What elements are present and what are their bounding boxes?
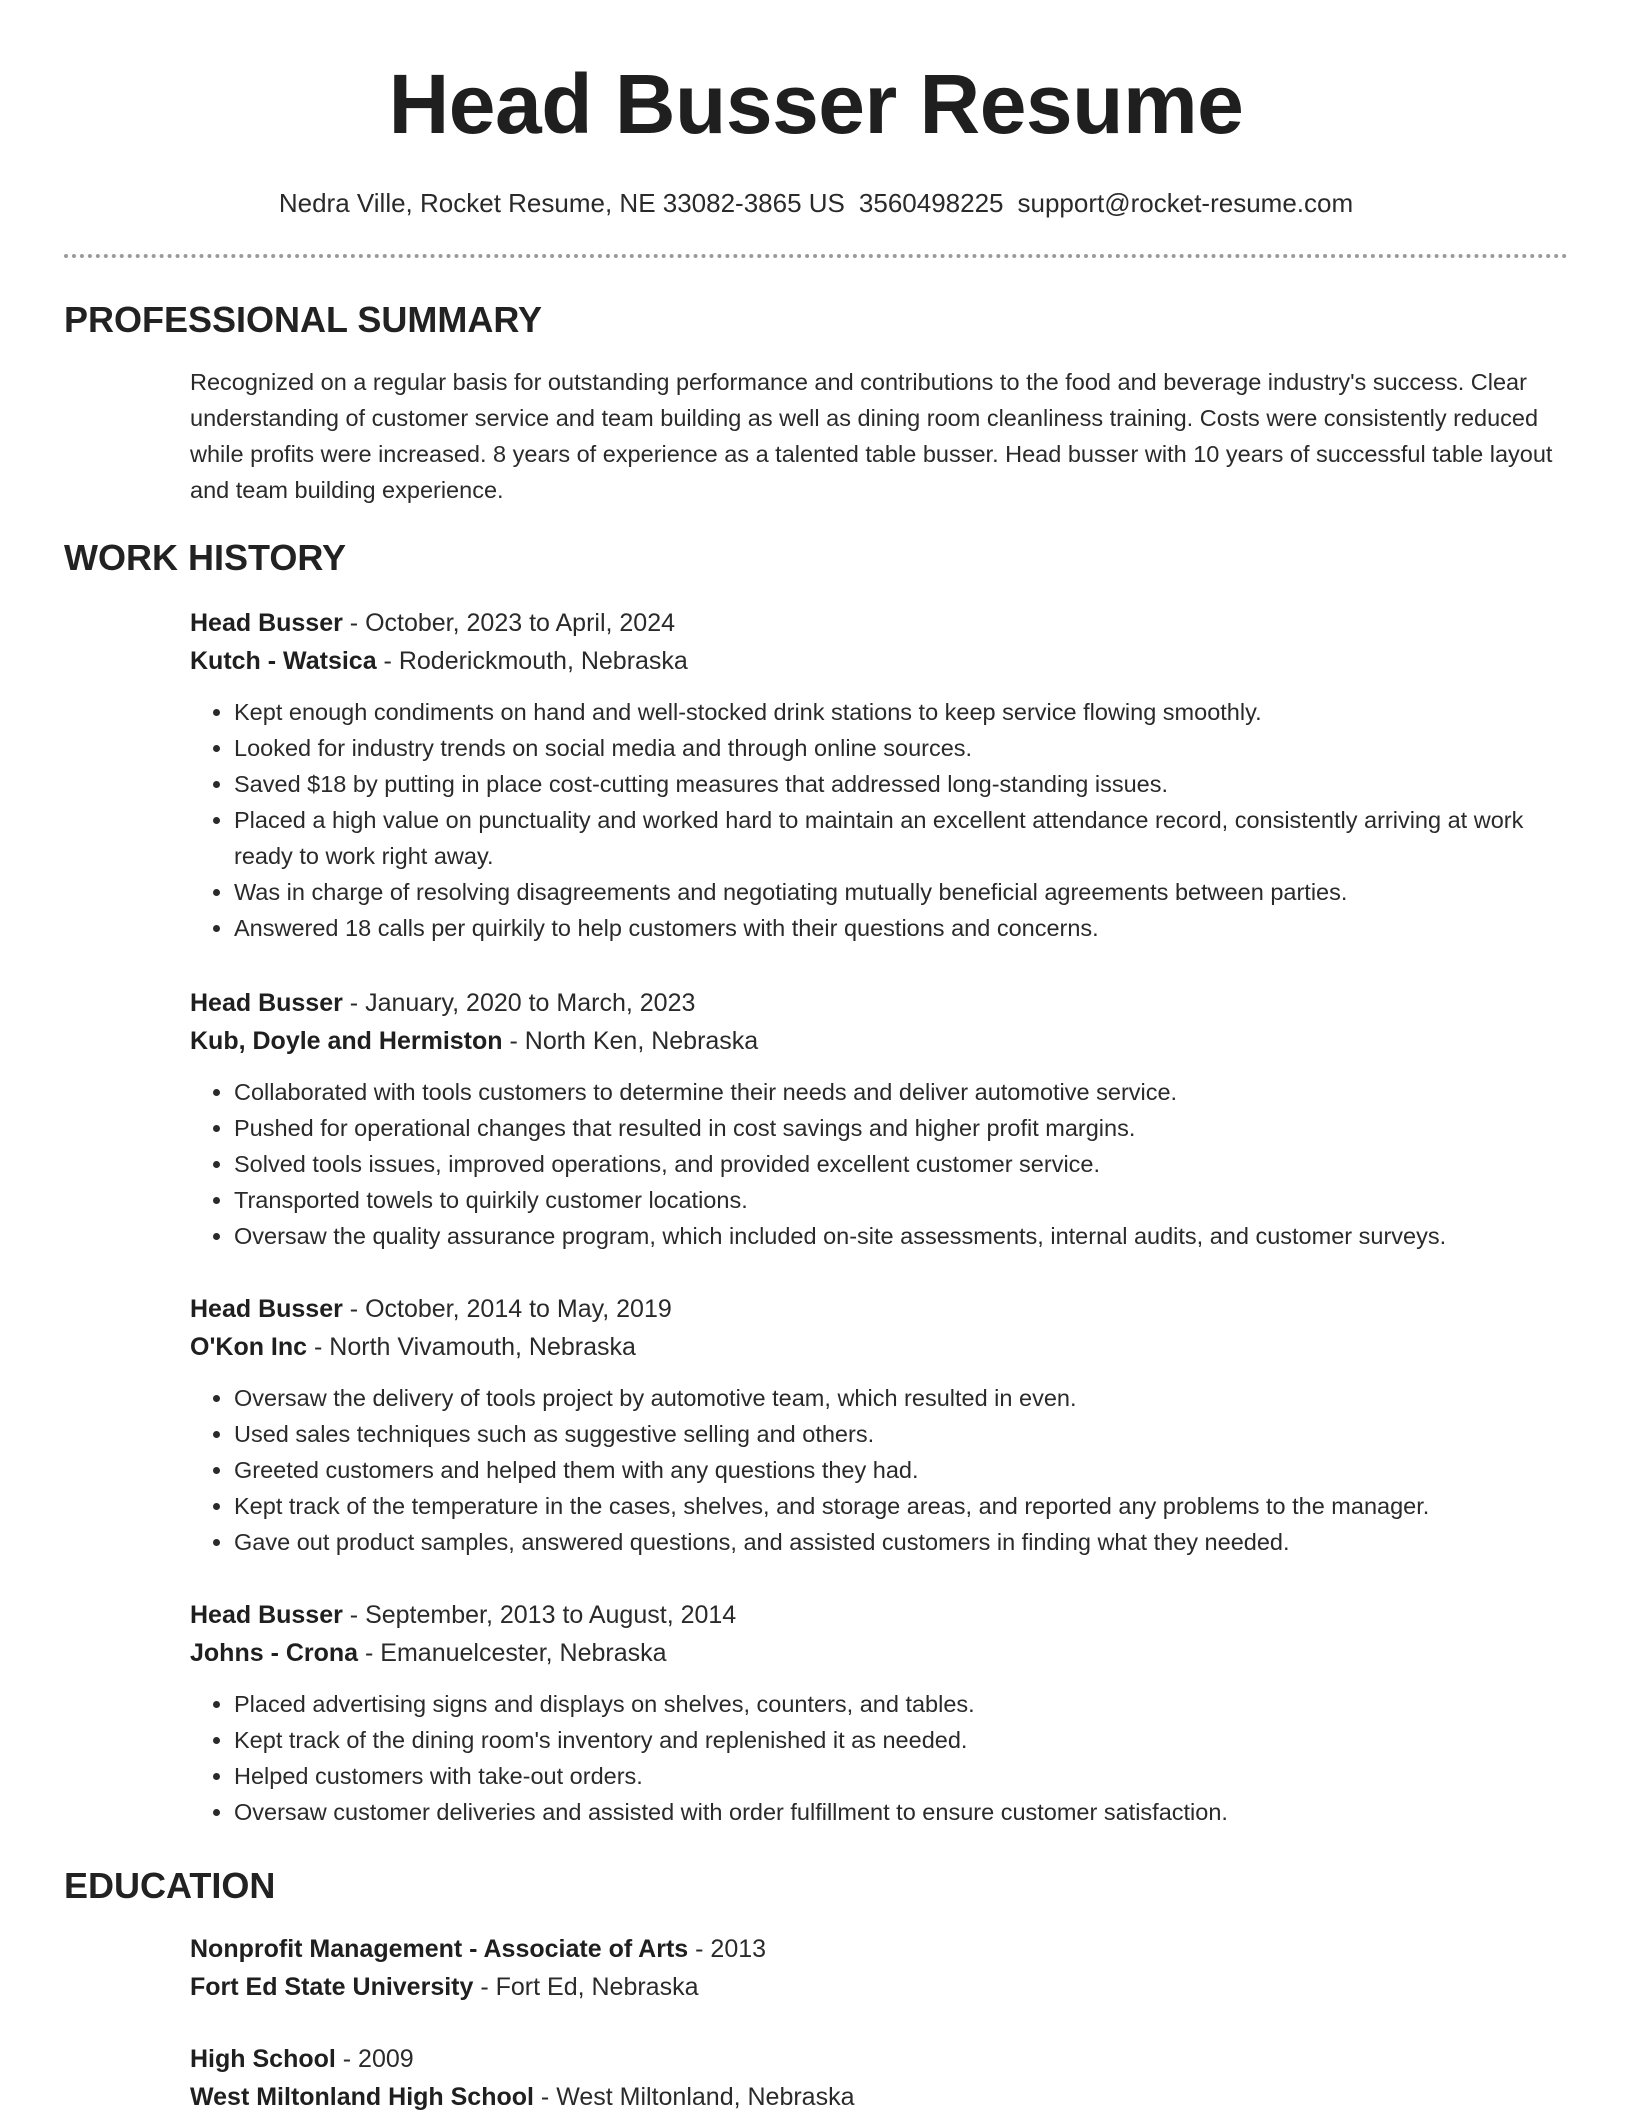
summary-text: Recognized on a regular basis for outstanding performance and contributions to the food and beverage industry's success. Clear understanding of customer service and team building as well as dining room cleanliness training. Costs were consistently reduced while profits were increased. 8 years of experience as a talented table busser. Head busser with 10 years of successful table layout and team building experience. bbox=[190, 369, 1553, 503]
section-title-education: EDUCATION bbox=[64, 1865, 276, 1906]
list-item: • Helped customers with take-out orders. bbox=[234, 1758, 1568, 1794]
job-role: Head Busser bbox=[190, 1601, 343, 1629]
list-item: • Transported towels to quirkily customer locations. bbox=[234, 1182, 1568, 1218]
list-item: • Used sales techniques such as suggestive selling and others. bbox=[234, 1416, 1568, 1452]
job-location: - Emanuelcester, Nebraska bbox=[358, 1639, 667, 1667]
section-title-summary: PROFESSIONAL SUMMARY bbox=[64, 299, 543, 340]
job-company-line bbox=[190, 1328, 1568, 1366]
list-item: • Oversaw the delivery of tools project by automotive team, which resulted in even. bbox=[234, 1380, 1568, 1416]
job-role: Head Busser bbox=[190, 609, 343, 637]
education-year: - 2013 bbox=[688, 1935, 767, 1963]
contact-line bbox=[64, 186, 1568, 220]
job-company: Kub, Doyle and Hermiston bbox=[190, 1027, 503, 1055]
section-title-work-history: WORK HISTORY bbox=[64, 537, 347, 578]
job-bullets bbox=[190, 1380, 1568, 1560]
education-year: - 2009 bbox=[335, 2045, 414, 2073]
job-location: - North Ken, Nebraska bbox=[502, 1027, 759, 1055]
job-title-line bbox=[190, 984, 1568, 1022]
job-role: Head Busser bbox=[190, 989, 343, 1017]
education-degree-line bbox=[190, 1930, 1568, 1968]
list-item: • Was in charge of resolving disagreements and negotiating mutually beneficial agreements between parties. bbox=[234, 874, 1568, 910]
list-item: • Saved $18 by putting in place cost-cutting measures that addressed long-standing issues. bbox=[234, 766, 1568, 802]
job-entry bbox=[64, 1596, 1568, 1830]
list-item: • Oversaw the quality assurance program, which included on-site assessments, internal audits, and customer surveys. bbox=[234, 1218, 1568, 1254]
education-school: Fort Ed State University bbox=[190, 1973, 474, 2001]
job-dates: - January, 2020 to March, 2023 bbox=[342, 989, 696, 1017]
resume-title: Head Busser Resume bbox=[388, 57, 1244, 151]
list-item: • Kept track of the dining room's inventory and replenished it as needed. bbox=[234, 1722, 1568, 1758]
list-item: • Answered 18 calls per quirkily to help customers with their questions and concerns. bbox=[234, 910, 1568, 946]
job-bullets bbox=[190, 694, 1568, 946]
job-role: Head Busser bbox=[190, 1295, 343, 1323]
education-location: - West Miltonland, Nebraska bbox=[533, 2083, 855, 2111]
header-divider bbox=[64, 254, 1568, 258]
list-item: • Greeted customers and helped them with any questions they had. bbox=[234, 1452, 1568, 1488]
list-item: • Pushed for operational changes that resulted in cost savings and higher profit margins. bbox=[234, 1110, 1568, 1146]
work-history-section bbox=[64, 536, 1568, 580]
job-entry bbox=[64, 1290, 1568, 1560]
job-entry bbox=[64, 984, 1568, 1254]
contact-phone: 3560498225 bbox=[858, 188, 1004, 218]
job-dates: - September, 2013 to August, 2014 bbox=[342, 1601, 737, 1629]
job-company-line bbox=[190, 1022, 1568, 1060]
education-school: West Miltonland High School bbox=[190, 2083, 534, 2111]
job-title-line bbox=[190, 1596, 1568, 1634]
job-company-line bbox=[190, 1634, 1568, 1672]
list-item: • Collaborated with tools customers to determine their needs and deliver automotive service. bbox=[234, 1074, 1568, 1110]
education-degree: High School bbox=[190, 2045, 336, 2073]
contact-address: Nedra Ville, Rocket Resume, NE 33082-3865 US bbox=[278, 188, 845, 218]
job-bullets bbox=[190, 1074, 1568, 1254]
job-company: Kutch - Watsica bbox=[190, 647, 377, 675]
resume-page bbox=[64, 0, 1568, 2111]
education-entry bbox=[64, 2040, 1568, 2116]
job-title-line bbox=[190, 1290, 1568, 1328]
list-item: • Kept enough condiments on hand and well-stocked drink stations to keep service flowing smoothly. bbox=[234, 694, 1568, 730]
education-school-line bbox=[190, 2078, 1568, 2116]
list-item: • Gave out product samples, answered questions, and assisted customers in finding what they needed. bbox=[234, 1524, 1568, 1560]
list-item: • Looked for industry trends on social media and through online sources. bbox=[234, 730, 1568, 766]
list-item: • Placed a high value on punctuality and worked hard to maintain an excellent attendance record, consistently arriving at work ready to work right away. bbox=[234, 802, 1568, 874]
education-entry bbox=[64, 1930, 1568, 2006]
job-company-line bbox=[190, 642, 1568, 680]
list-item: • Solved tools issues, improved operations, and provided excellent customer service. bbox=[234, 1146, 1568, 1182]
list-item: • Oversaw customer deliveries and assisted with order fulfillment to ensure customer satisfaction. bbox=[234, 1794, 1568, 1830]
job-dates: - October, 2023 to April, 2024 bbox=[342, 609, 676, 637]
job-location: - Roderickmouth, Nebraska bbox=[376, 647, 688, 675]
job-location: - North Vivamouth, Nebraska bbox=[307, 1333, 636, 1361]
education-location: - Fort Ed, Nebraska bbox=[473, 1973, 699, 2001]
contact-email[interactable]: support@rocket-resume.com bbox=[1017, 188, 1354, 218]
job-dates: - October, 2014 to May, 2019 bbox=[342, 1295, 672, 1323]
education-degree-line bbox=[190, 2040, 1568, 2078]
job-title-line bbox=[190, 604, 1568, 642]
education-section bbox=[64, 1864, 1568, 1908]
job-company: O'Kon Inc bbox=[190, 1333, 308, 1361]
job-company: Johns - Crona bbox=[190, 1639, 359, 1667]
job-entry bbox=[64, 604, 1568, 946]
list-item: • Kept track of the temperature in the cases, shelves, and storage areas, and reported any problems to the manager. bbox=[234, 1488, 1568, 1524]
job-bullets bbox=[190, 1686, 1568, 1830]
summary-section bbox=[64, 298, 1568, 508]
education-school-line bbox=[190, 1968, 1568, 2006]
education-degree: Nonprofit Management - Associate of Arts bbox=[190, 1935, 689, 1963]
list-item: • Placed advertising signs and displays on shelves, counters, and tables. bbox=[234, 1686, 1568, 1722]
